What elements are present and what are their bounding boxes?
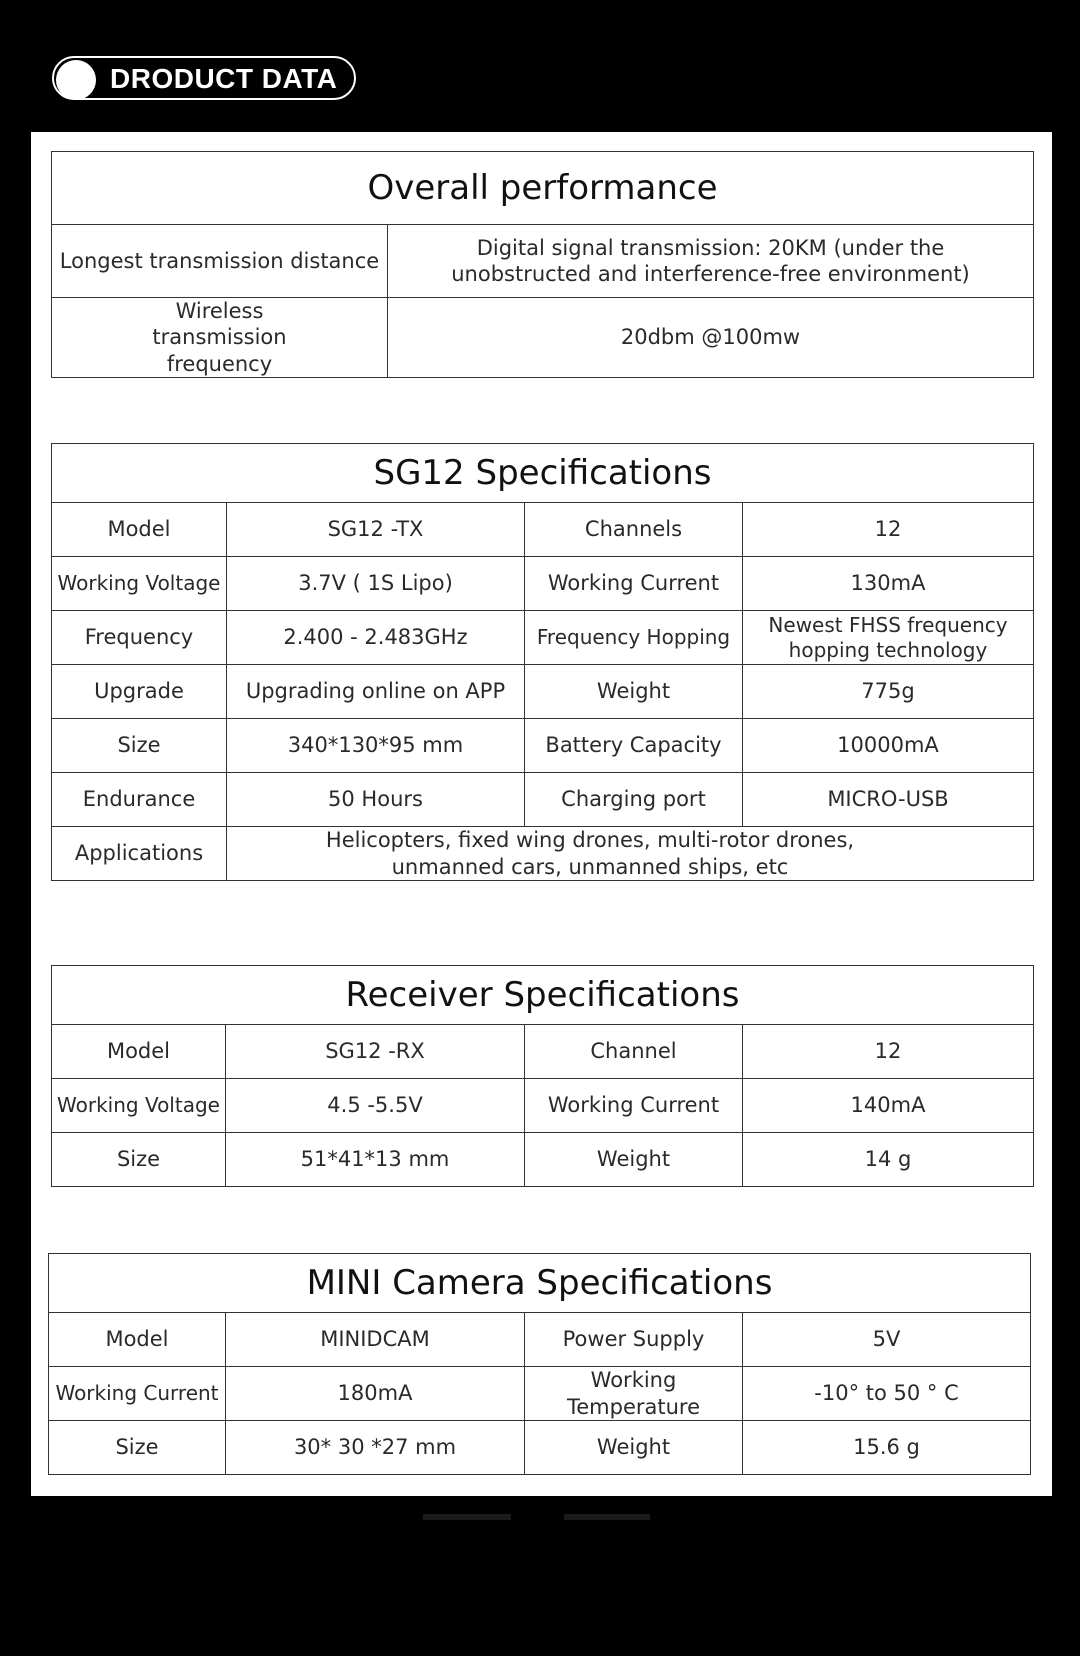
pill-dot-icon — [56, 60, 96, 100]
section-header-pill — [52, 56, 356, 100]
spec-label: Wireless transmission frequency — [52, 298, 388, 378]
spec-label: Working Voltage — [52, 1079, 226, 1133]
spec-label: Power Supply — [525, 1313, 743, 1367]
spec-value: 180mA — [226, 1367, 525, 1421]
table-row — [52, 1079, 1034, 1133]
spec-label: Model — [52, 1025, 226, 1079]
spec-value: 3.7V ( 1S Lipo) — [227, 557, 525, 611]
spec-value: Upgrading online on APP — [227, 665, 525, 719]
spec-value: 30* 30 *27 mm — [226, 1421, 525, 1475]
table-row — [49, 1421, 1031, 1475]
sg12-specifications-table — [51, 443, 1034, 881]
table-title: Overall performance — [52, 152, 1034, 225]
table-row — [52, 827, 1034, 881]
spec-label: Battery Capacity — [525, 719, 743, 773]
table-row — [52, 719, 1034, 773]
spec-value: 14 g — [743, 1133, 1034, 1187]
spec-value: SG12 -RX — [226, 1025, 525, 1079]
table-row — [52, 665, 1034, 719]
spec-label: Upgrade — [52, 665, 227, 719]
spec-value: 5V — [743, 1313, 1031, 1367]
decorative-bar — [423, 1514, 511, 1520]
spec-label: Working Current — [525, 1079, 743, 1133]
table-row — [52, 773, 1034, 827]
spec-label: Size — [49, 1421, 226, 1475]
spec-label: Weight — [525, 1133, 743, 1187]
spec-value: MINIDCAM — [226, 1313, 525, 1367]
spec-label: Working Current — [49, 1367, 226, 1421]
spec-label: Size — [52, 719, 227, 773]
spec-value: Helicopters, fixed wing drones, multi-rotor drones, unmanned cars, unmanned ships, etc — [227, 827, 1034, 881]
spec-value: SG12 -TX — [227, 503, 525, 557]
table-row — [52, 225, 1034, 298]
decorative-bar — [564, 1514, 650, 1520]
spec-label: Applications — [52, 827, 227, 881]
spec-value: Newest FHSS frequency hopping technology — [743, 611, 1034, 665]
spec-label: Working Temperature — [525, 1367, 743, 1421]
table-title: MINI Camera Specifications — [49, 1254, 1031, 1313]
spec-label: Size — [52, 1133, 226, 1187]
spec-value: MICRO-USB — [743, 773, 1034, 827]
spec-value: 140mA — [743, 1079, 1034, 1133]
spec-value: 130mA — [743, 557, 1034, 611]
spec-label: Frequency Hopping — [525, 611, 743, 665]
spec-value: Digital signal transmission: 20KM (under the unobstructed and interference-free environment) — [388, 225, 1034, 298]
spec-value: 15.6 g — [743, 1421, 1031, 1475]
spec-value: 775g — [743, 665, 1034, 719]
spec-value: 20dbm @100mw — [388, 298, 1034, 378]
spec-value: 51*41*13 mm — [226, 1133, 525, 1187]
table-row — [52, 1025, 1034, 1079]
spec-value: 4.5 -5.5V — [226, 1079, 525, 1133]
spec-value: 340*130*95 mm — [227, 719, 525, 773]
spec-label: Working Voltage — [52, 557, 227, 611]
overall-performance-table — [51, 151, 1034, 378]
spec-label: Channel — [525, 1025, 743, 1079]
spec-label: Model — [52, 503, 227, 557]
spec-label: Frequency — [52, 611, 227, 665]
table-title: Receiver Specifications — [52, 966, 1034, 1025]
spec-label: Working Current — [525, 557, 743, 611]
table-row — [52, 611, 1034, 665]
section-title: DRODUCT DATA — [110, 63, 338, 94]
table-row — [52, 298, 1034, 378]
table-title: SG12 Specifications — [52, 444, 1034, 503]
table-row — [49, 1313, 1031, 1367]
spec-value: 12 — [743, 503, 1034, 557]
spec-label: Endurance — [52, 773, 227, 827]
mini-camera-specifications-table — [48, 1253, 1031, 1475]
spec-value: 50 Hours — [227, 773, 525, 827]
table-row — [52, 503, 1034, 557]
table-row — [52, 1133, 1034, 1187]
spec-label: Weight — [525, 1421, 743, 1475]
spec-label: Charging port — [525, 773, 743, 827]
spec-value: 2.400 - 2.483GHz — [227, 611, 525, 665]
receiver-specifications-table — [51, 965, 1034, 1187]
spec-label: Model — [49, 1313, 226, 1367]
spec-label: Channels — [525, 503, 743, 557]
spec-value: -10° to 50 ° C — [743, 1367, 1031, 1421]
spec-label: Weight — [525, 665, 743, 719]
spec-label: Longest transmission distance — [52, 225, 388, 298]
spec-value: 10000mA — [743, 719, 1034, 773]
table-row — [49, 1367, 1031, 1421]
spec-value: 12 — [743, 1025, 1034, 1079]
table-row — [52, 557, 1034, 611]
